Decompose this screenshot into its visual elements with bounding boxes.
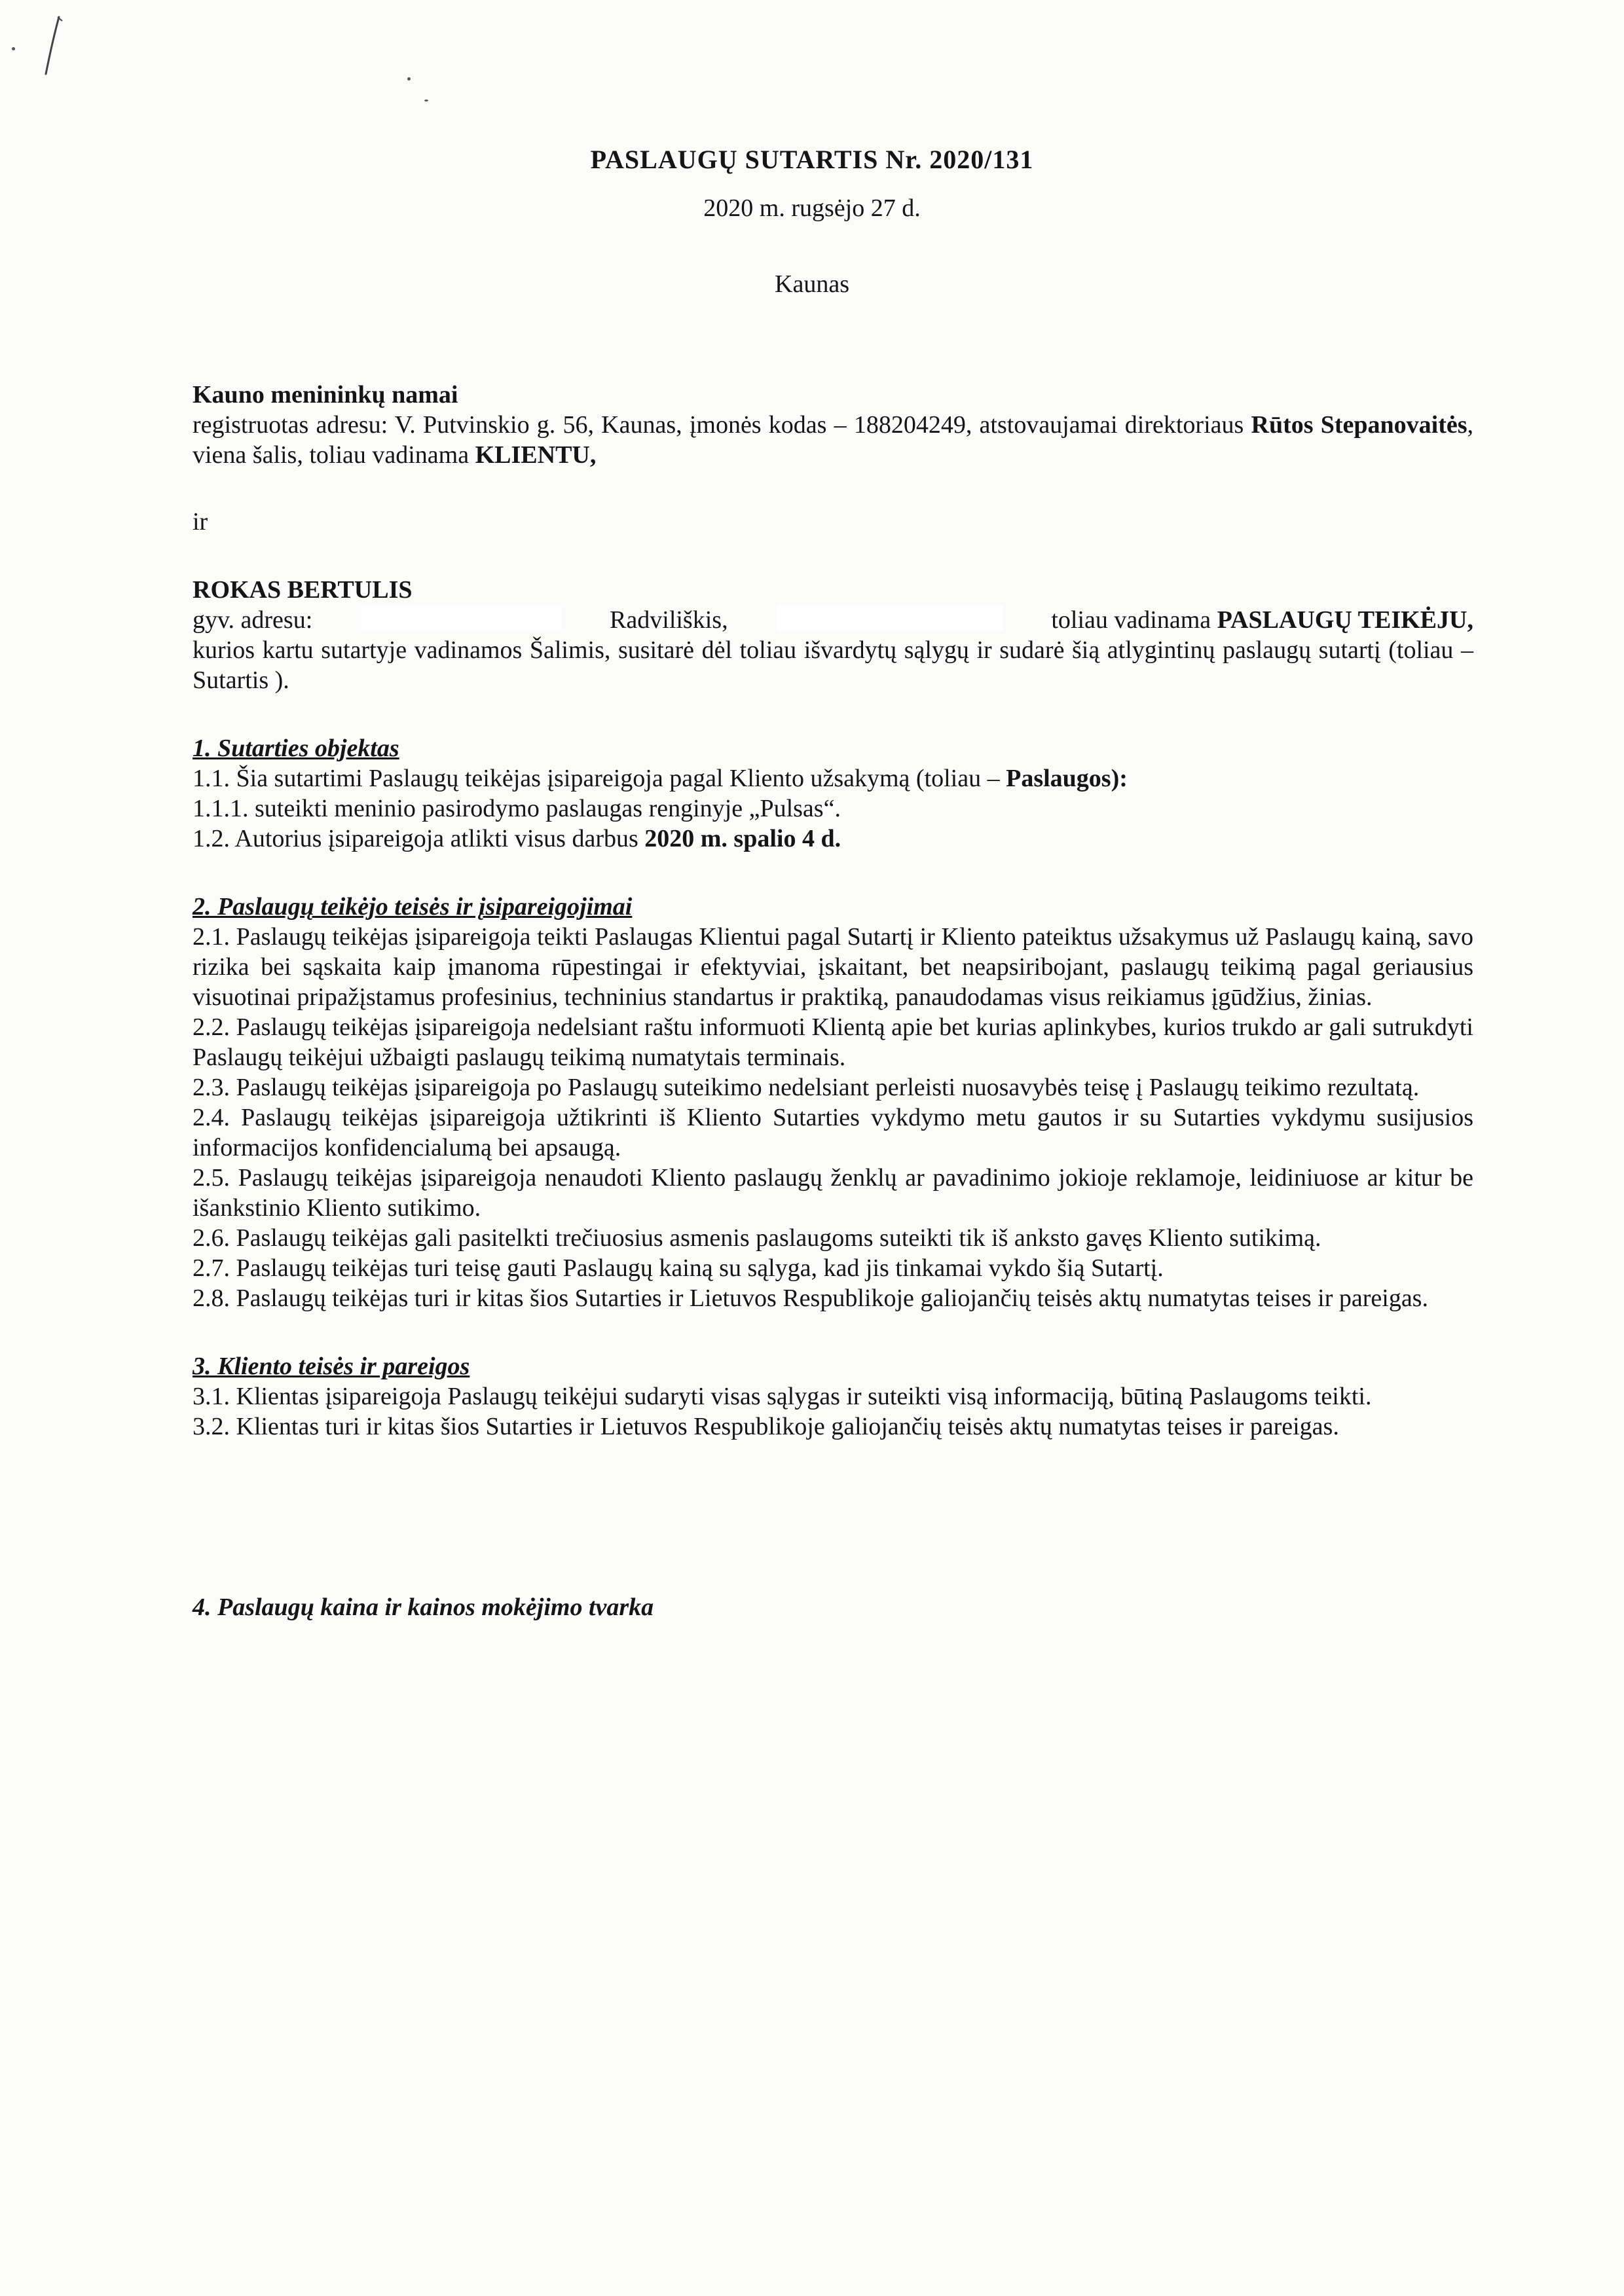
- section-4-heading: 4. Paslaugų kaina ir kainos mokėjimo tvarka: [193, 1594, 654, 1621]
- client-director: Rūtos Stepanovaitės: [1251, 411, 1467, 439]
- provider-role: PASLAUGŲ TEIKĖJU,: [1217, 606, 1473, 634]
- contract-body: [193, 380, 1473, 1622]
- clause-2-6: 2.6. Paslaugų teikėjas gali pasitelkti trečiuosius asmenis paslaugoms suteikti tik iš anksto gavęs Kliento sutikimą.: [193, 1224, 1321, 1252]
- contract-city: Kaunas: [775, 270, 849, 298]
- provider-address-tail: toliau vadinama: [1051, 606, 1217, 634]
- spacer: [193, 854, 1473, 892]
- clause-2-8: 2.8. Paslaugų teikėjas turi ir kitas šios Sutarties ir Lietuvos Respublikoje galiojančių teisės aktų numatytas teises ir pareigas.: [193, 1285, 1428, 1312]
- clause-1-1-1: 1.1.1. suteikti meninio pasirodymo paslaugas renginyje „Pulsas“.: [193, 795, 841, 822]
- client-details: [193, 410, 1473, 470]
- client-role: KLIENTU,: [475, 441, 597, 469]
- client-name: Kauno menininkų namai: [193, 381, 458, 409]
- section-3-heading: 3. Kliento teisės ir pareigos: [193, 1353, 470, 1380]
- clause-2-2: 2.2. Paslaugų teikėjas įsipareigoja nedelsiant raštu informuoti Klientą apie bet kurias aplinkybes, kurios trukdo ar gali sutrukdyti Paslaugų teikėjui užbaigti paslaugų teikimą numatytais terminais.: [193, 1013, 1473, 1071]
- redaction-box: [777, 605, 1003, 631]
- provider-city: Radviliškis,: [610, 606, 728, 634]
- provider-name: ROKAS BERTULIS: [193, 576, 413, 604]
- scan-speck: [424, 100, 428, 101]
- provider-address-label: gyv. adresu:: [193, 606, 313, 634]
- scan-speck: [407, 77, 411, 81]
- clause-2-7: 2.7. Paslaugų teikėjas turi teisę gauti Paslaugų kainą su sąlyga, kad jis tinkamai vykdo šią Sutartį.: [193, 1254, 1164, 1282]
- clause-1-1: 1.1. Šia sutartimi Paslaugų teikėjas įsipareigoja pagal Kliento užsakymą (toliau – Paslaugos):: [193, 765, 1128, 792]
- contract-date: 2020 m. rugsėjo 27 d.: [703, 194, 921, 222]
- pen-stroke-mark: [39, 12, 79, 84]
- clause-2-4: 2.4. Paslaugų teikėjas įsipareigoja užtikrinti iš Kliento Sutarties vykdymo metu gautos ir su Sutarties vykdymu susijusios informacijos konfidencialumą bei apsaugą.: [193, 1104, 1473, 1161]
- spacer: [193, 470, 1473, 500]
- redaction-box: [361, 605, 561, 631]
- conjunction: ir: [193, 508, 208, 536]
- contract-title: PASLAUGŲ SUTARTIS Nr. 2020/131: [590, 145, 1034, 174]
- spacer: [193, 1313, 1473, 1351]
- clause-1-2: 1.2. Autorius įsipareigoja atlikti visus darbus 2020 m. spalio 4 d.: [193, 825, 841, 852]
- clause-2-3: 2.3. Paslaugų teikėjas įsipareigoja po Paslaugų suteikimo nedelsiant perleisti nuosavybės teisę į Paslaugų teikimo rezultatą.: [193, 1074, 1420, 1101]
- client-line2: , viena šalis, toliau vadinama: [193, 411, 1474, 469]
- spacer: [193, 695, 1473, 733]
- clause-3-2: 3.2. Klientas turi ir kitas šios Sutarties ir Lietuvos Respublikoje galiojančių teisės aktų numatytas teises ir pareigas.: [193, 1413, 1339, 1440]
- section-2-heading: 2. Paslaugų teikėjo teisės ir įsipareigojimai: [193, 893, 633, 920]
- client-address-line: registruotas adresu: V. Putvinskio g. 56, Kaunas, įmonės kodas – 188204249, atstovaujamai direktoriaus: [193, 411, 1244, 439]
- spacer: [193, 1442, 1473, 1592]
- section-1-heading: 1. Sutarties objektas: [193, 735, 399, 762]
- clause-3-1: 3.1. Klientas įsipareigoja Paslaugų teikėjui sudaryti visas sąlygas ir suteikti visą informaciją, būtiną Paslaugoms teikti.: [193, 1383, 1372, 1410]
- scan-speck: [12, 47, 15, 50]
- provider-parties-sentence: kurios kartu sutartyje vadinamos Šalimis, susitarė dėl toliau išvardytų sąlygų ir sudarė šią atlygintinų paslaugų sutartį (toliau – Sutartis ).: [193, 636, 1473, 694]
- spacer: [193, 537, 1473, 567]
- clause-2-5: 2.5. Paslaugų teikėjas įsipareigoja nenaudoti Kliento paslaugų ženklų ar pavadinimo jokioje reklamoje, leidiniuose ar kitur be išankstinio Kliento sutikimo.: [193, 1164, 1473, 1222]
- clause-2-1: 2.1. Paslaugų teikėjas įsipareigoja teikti Paslaugas Klientui pagal Sutartį ir Kliento pateiktus užsakymus už Paslaugų kainą, savo rizika bei sąskaita kaip įmanoma rūpestingai ir efektyviai, įskaitant, bet neapsiribojant, paslaugų teikimą pagal geriausius visuotinai pripažįstamus profesinius, techninius standartus ir praktiką, panaudodamas visus reikiamus įgūdžius, žinias.: [193, 923, 1473, 1011]
- provider-address-line: [193, 605, 1473, 635]
